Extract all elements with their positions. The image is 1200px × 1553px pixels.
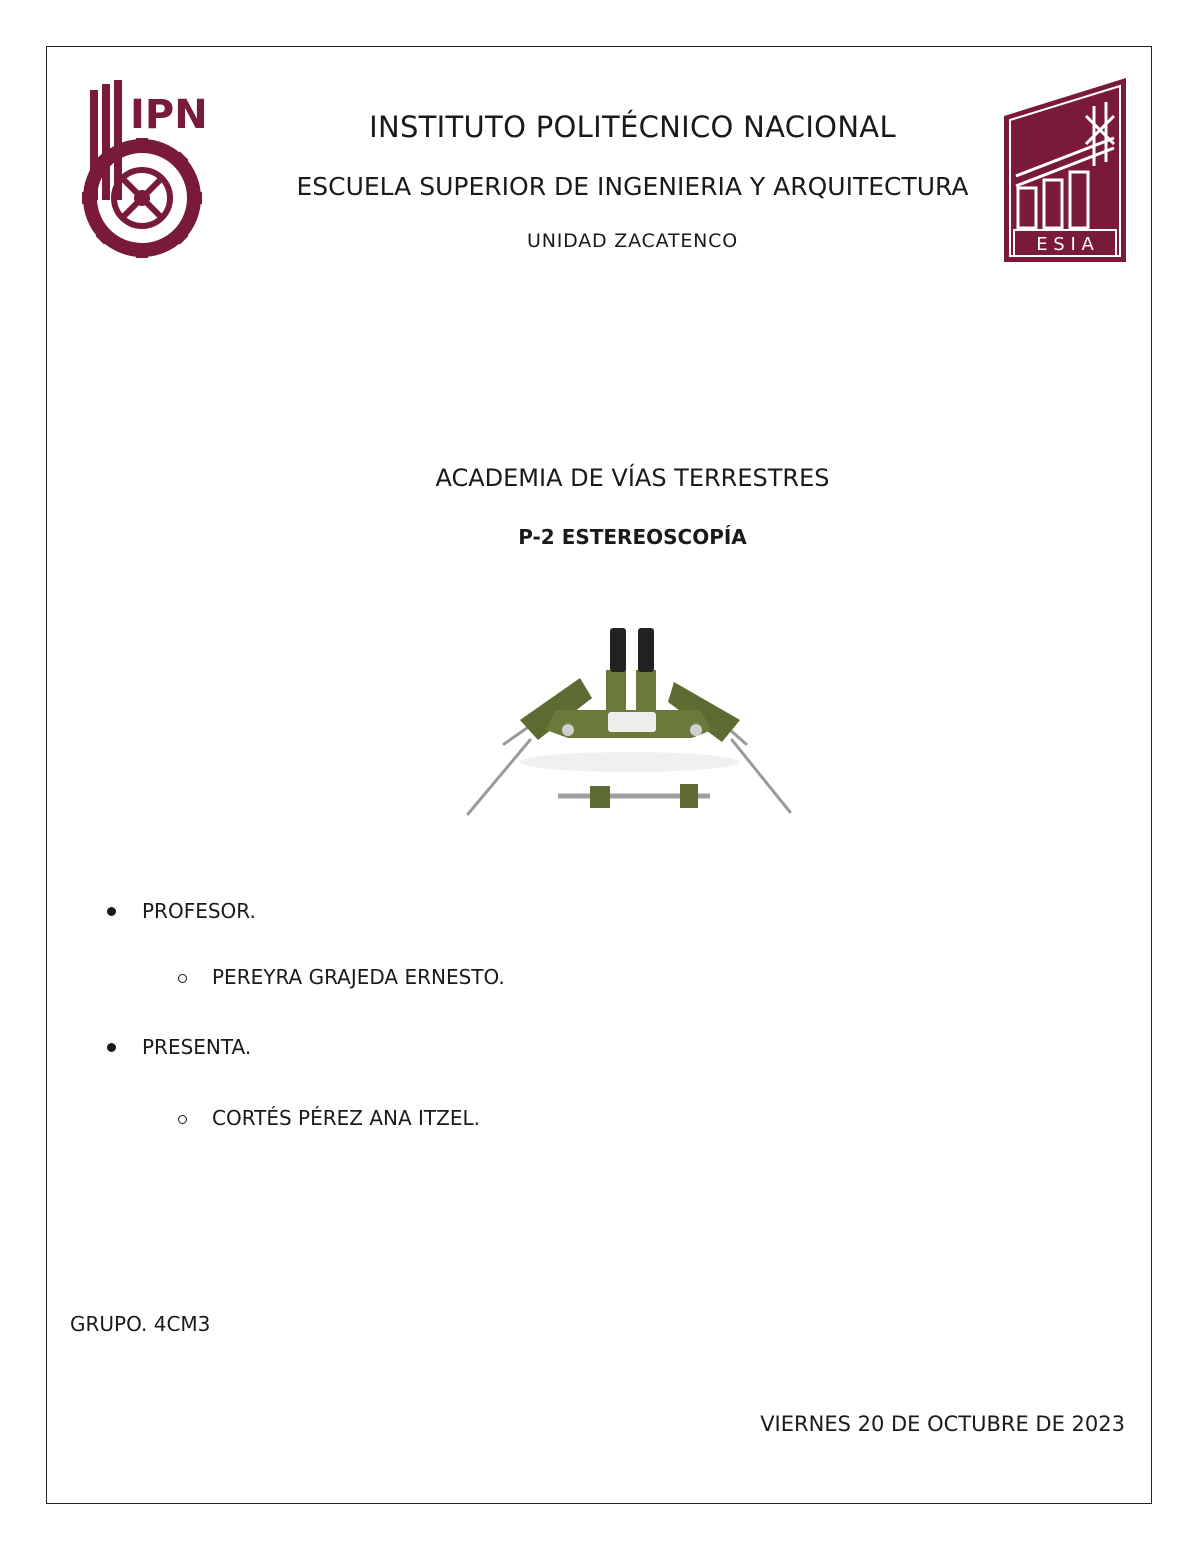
ipn-logo-text: IPN: [130, 92, 208, 138]
ipn-logo-icon: [72, 80, 212, 260]
student-name: CORTÉS PÉREZ ANA ITZEL.: [212, 1106, 480, 1130]
role-label-profesor: PROFESOR.: [142, 899, 256, 923]
institution-title: INSTITUTO POLITÉCNICO NACIONAL: [369, 110, 896, 144]
practice-title: P-2 ESTEREOSCOPÍA: [518, 525, 747, 549]
stereoscope-icon: [460, 620, 800, 820]
school-name: ESCUELA SUPERIOR DE INGENIERIA Y ARQUITECTURA: [296, 172, 969, 201]
list-sub-bullet: [178, 974, 187, 983]
list-bullet: [107, 1043, 116, 1052]
list-bullet: [107, 907, 116, 916]
list-sub-bullet: [178, 1115, 187, 1124]
date-label: VIERNES 20 DE OCTUBRE DE 2023: [760, 1412, 1125, 1436]
unit-name: UNIDAD ZACATENCO: [526, 230, 738, 252]
academy-title: ACADEMIA DE VÍAS TERRESTRES: [435, 464, 830, 492]
professor-name: PEREYRA GRAJEDA ERNESTO.: [212, 965, 505, 989]
role-label-presenta: PRESENTA.: [142, 1035, 252, 1059]
group-label: GRUPO. 4CM3: [70, 1312, 211, 1336]
esia-logo-icon: [1002, 76, 1128, 264]
esia-logo-text: E S I A: [1036, 234, 1094, 255]
